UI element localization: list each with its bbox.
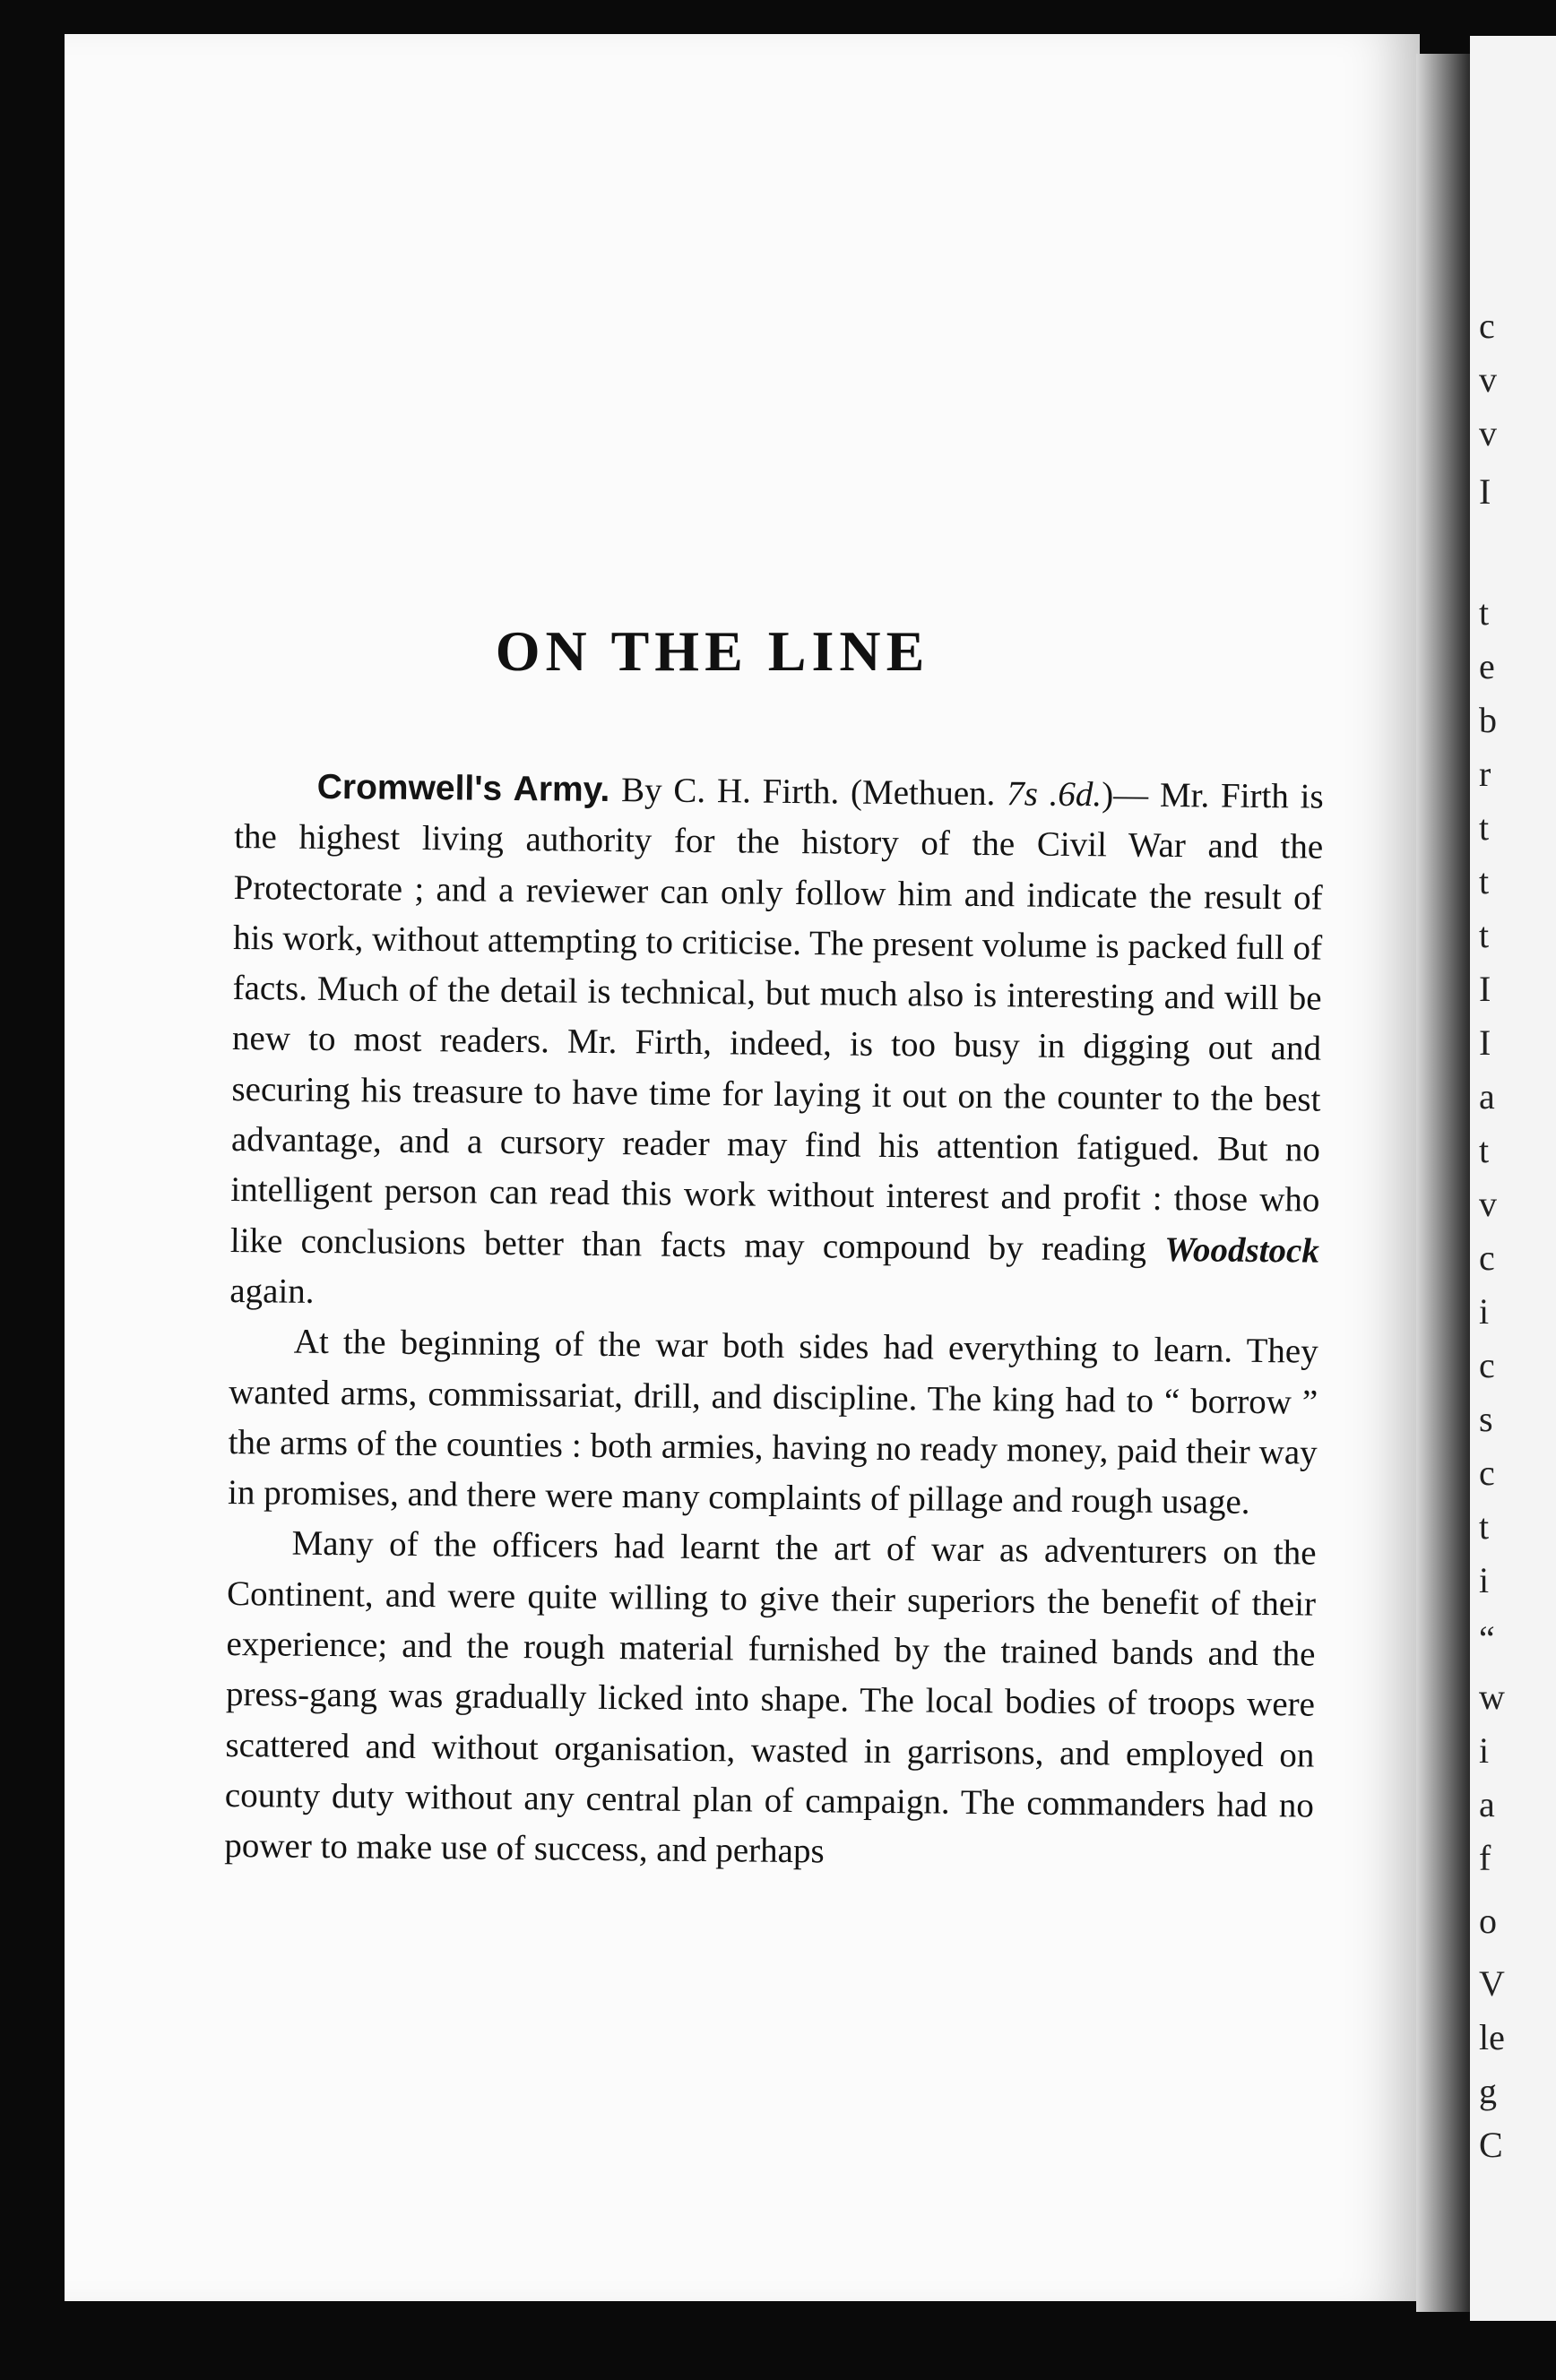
byline-end: )— xyxy=(1101,775,1149,815)
paragraph-1 xyxy=(229,762,1324,1327)
facing-page-fragment: g xyxy=(1479,2071,1497,2111)
facing-page-fragment: I xyxy=(1479,969,1491,1009)
facing-page-fragment: r xyxy=(1479,754,1491,794)
facing-page-fragment: w xyxy=(1479,1677,1505,1717)
facing-page-fragment: t xyxy=(1479,592,1490,633)
facing-page-fragment: v xyxy=(1479,413,1497,453)
facing-page-fragment: o xyxy=(1479,1901,1497,1941)
facing-page-fragment: i xyxy=(1479,1560,1490,1600)
book-title: Cromwell's Army. xyxy=(316,767,610,810)
facing-page-fragment: c xyxy=(1479,306,1495,346)
facing-page-fragment: a xyxy=(1479,1076,1495,1117)
facing-page-fragment: a xyxy=(1479,1784,1495,1824)
paragraph-1-text: Mr. Firth is the highest living authority for the history of the Civil War and the Protectorate ; and a reviewer can only follow him and indicate the result of his work, without attempting to criticise. The present volume is packed full of facts. Much of the detail is technical, but much also is interesting and will be new to most readers. Mr. Firth, indeed, is too busy in digging out and securing his treasure to have time for laying it out on the counter to the best advantage, and a cursory reader may find his attention fatigued. But no intelligent person can read this work without interest and profit : those who like conclusions better than facts may compound by reading xyxy=(229,775,1324,1269)
paragraph-2: At the beginning of the war both sides had everything to learn. They wanted arms, commissariat, drill, and discipline. The king had to “ borrow ” the arms of the counties : both armies, having no ready money, paid their way in promises, and there were many complaints of pillage and rough usage. xyxy=(227,1322,1318,1522)
facing-page-fragment: v xyxy=(1479,1184,1497,1224)
cited-title: Woodstock xyxy=(1164,1229,1320,1271)
facing-page-fragment: t xyxy=(1479,1506,1490,1547)
facing-page-fragment: le xyxy=(1479,2017,1505,2057)
paragraph-3: Many of the officers had learnt the art of war as adventurers on the Continent, and were quite willing to give their superiors the benefit of their experience; and the rough material furnished by the trained bands and the press-gang was gradually licked into shape. The local bodies of troops were scattered and without organisation, wasted in garrisons, and employed on county duty without any central plan of campaign. The commanders had no power to make use of success, and perhaps xyxy=(224,1524,1317,1871)
facing-page-fragment: V xyxy=(1479,1963,1505,2004)
facing-page-fragment: C xyxy=(1479,2125,1503,2165)
facing-page-fragment: b xyxy=(1479,700,1497,740)
facing-page-fragment: s xyxy=(1479,1399,1493,1439)
facing-page-edge xyxy=(1470,36,1556,2321)
byline: By C. H. Firth. (Methuen. xyxy=(609,771,1007,814)
facing-page-fragment: t xyxy=(1479,1130,1490,1170)
facing-page-fragment: I xyxy=(1479,471,1491,512)
facing-page-fragment: t xyxy=(1479,861,1490,901)
price: 7s .6d. xyxy=(1007,774,1102,815)
facing-page-fragment: v xyxy=(1479,359,1497,400)
facing-page-fragment: t xyxy=(1479,807,1490,848)
facing-page-fragment: t xyxy=(1479,915,1490,955)
page-gutter-shadow xyxy=(1416,54,1470,2312)
facing-page-fragment: c xyxy=(1479,1453,1495,1493)
facing-page-fragment: c xyxy=(1479,1345,1495,1385)
facing-page-fragment: i xyxy=(1479,1291,1490,1332)
facing-page-fragment: “ xyxy=(1479,1618,1495,1659)
facing-page-fragment: i xyxy=(1479,1730,1490,1771)
article-body xyxy=(224,762,1324,1882)
paragraph-1-end: again. xyxy=(229,1271,315,1311)
facing-page-fragment: e xyxy=(1479,646,1495,686)
page-title: ON THE LINE xyxy=(495,619,930,683)
facing-page-fragment: I xyxy=(1479,1022,1491,1063)
facing-page-fragment: c xyxy=(1479,1237,1495,1278)
facing-page-fragment: f xyxy=(1479,1838,1491,1878)
